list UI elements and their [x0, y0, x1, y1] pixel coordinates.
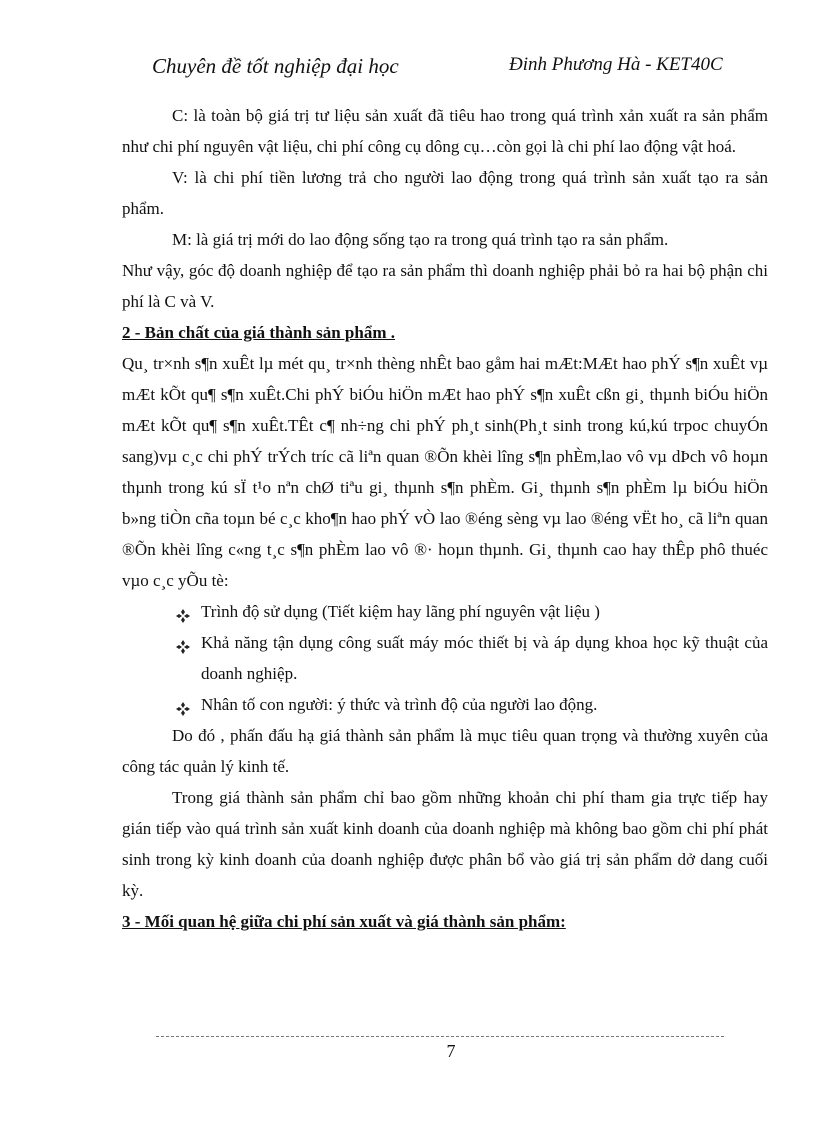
- page-header: [152, 54, 742, 82]
- diamond-bullet-icon: [175, 701, 191, 717]
- list-item: [201, 627, 768, 689]
- paragraph-legacy-encoding: Qu¸ tr×nh s¶n xuÊt lµ mét qu¸ tr×nh thèng nhÊt bao gåm hai mÆt:MÆt hao phÝ s¶n xuÊt vµ mÆt kÕt qu¶ s¶n xuÊt.Chi phÝ biÓu hiÖn mÆt hao phÝ s¶n xuÊt cßn gi¸ thµnh biÓu hiÖn mÆt kÕt qu¶ s¶n xuÊt.TÊt c¶ nh÷ng chi phÝ ph¸t sinh(Ph¸t sinh trong kú,kú trpoc chuyÓn sang)vµ c¸c chi phÝ trÝch tríc cã liªn quan ®Õn khèi lîng s¶n phÈm,lao vô vµ dÞch vô hoµn thµnh trong kú sÏ t¹o nªn chØ tiªu gi¸ thµnh s¶n phÈm. Gi¸ thµnh s¶n phÈm lµ biÓu hiÖn b»ng tiÒn cña toµn bé c¸c kho¶n hao phÝ vÒ lao ®éng sèng vµ lao ®éng vËt ho¸ cã liªn quan ®Õn khèi lîng c«ng t¸c s¶n phÈm lao vô ®· hoµn thµnh. Gi¸ thµnh cao hay thÊp phô thuéc vµo c¸c yÕu tè:: [122, 354, 768, 590]
- section-heading-3: 3 - Mối quan hệ giữa chi phí sản xuất và giá thành sản phẩm:: [122, 912, 566, 931]
- paragraph-v-definition: V: là chi phí tiền lương trả cho người lao động trong quá trình sản xuất tạo ra sản phẩm.: [122, 168, 768, 218]
- list-item-text: Trình độ sử dụng (Tiết kiệm hay lãng phí nguyên vật liệu ): [201, 602, 600, 621]
- paragraph-scope: Trong giá thành sản phẩm chỉ bao gồm những khoản chi phí tham gia trực tiếp hay gián tiếp vào quá trình sản xuất kinh doanh của doanh nghiệp mà không bao gồm chi phí phát sinh trong kỳ kinh doanh của doanh nghiệp được phân bổ vào giá trị sản phẩm dở dang cuối kỳ.: [122, 788, 768, 900]
- diamond-bullet-icon: [175, 639, 191, 655]
- factor-list: [122, 596, 768, 720]
- paragraph-goal: Do đó , phấn đấu hạ giá thành sản phẩm là mục tiêu quan trọng và thường xuyên của công tác quản lý kinh tế.: [122, 726, 768, 776]
- footer-divider: [156, 1036, 724, 1037]
- paragraph-summary: Như vậy, góc độ doanh nghiệp để tạo ra sản phẩm thì doanh nghiệp phải bỏ ra hai bộ phận chi phí là C và V.: [122, 261, 768, 311]
- paragraph-c-definition: C: là toàn bộ giá trị tư liệu sản xuất đã tiêu hao trong quá trình xản xuất ra sản phẩm như chi phí nguyên vật liệu, chi phí công cụ dông cụ…còn gọi là chi phí lao động vật hoá.: [122, 106, 768, 156]
- paragraph-m-definition: M: là giá trị mới do lao động sống tạo ra trong quá trình tạo ra sản phẩm.: [172, 230, 669, 249]
- list-item: [201, 689, 768, 720]
- header-author: Đinh Phương Hà - KET40C: [509, 54, 723, 75]
- list-item: [201, 596, 768, 627]
- diamond-bullet-icon: [175, 608, 191, 624]
- section-heading-2: 2 - Bản chất của giá thành sản phẩm .: [122, 323, 396, 342]
- list-item-text: Khả năng tận dụng công suất máy móc thiết bị và áp dụng khoa học kỹ thuật của doanh nghiệp.: [201, 633, 768, 683]
- document-body: [122, 100, 768, 937]
- page-number: 7: [446, 1041, 456, 1061]
- list-item-text: Nhân tố con người: ý thức và trình độ của người lao động.: [201, 695, 598, 714]
- header-title: Chuyên đề tốt nghiệp đại học: [152, 54, 399, 78]
